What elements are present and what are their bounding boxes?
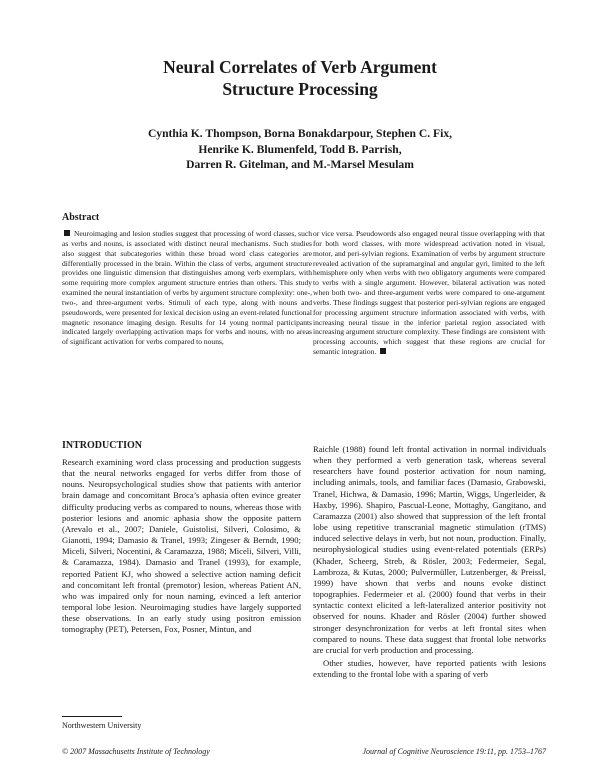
abstract-text-left: Neuroimaging and lesion studies suggest that processing of word classes, such as verbs and nouns, is associated with distinct neural mechanisms. Such studies also suggest that subcategories within these broad word class categories are differentially processed in the brain. Within the class of verbs, argument structure provides one linguistic dimension that distinguishes among verb exemplars, with some requiring more complex argument structure entries than others. This study examined the neural instantiation of verbs by argument structure complexity: one-, two-, and three-argument verbs. Stimuli of each type, along with nouns and pseudowords, were presented for lexical decision using an event-related functional magnetic resonance imaging design. Results for 14 young normal participants indicated largely overlapping activation maps for verbs and nouns, with no areas of significant activation for verbs compared to nouns, bbox=[62, 229, 312, 347]
abstract-column-right bbox=[313, 229, 545, 357]
abstract-heading: Abstract bbox=[62, 212, 100, 223]
copyright-footer: © 2007 Massachusetts Institute of Technology bbox=[62, 747, 210, 756]
body-column-left bbox=[62, 457, 301, 636]
paper-title-text: Neural Correlates of Verb Argument Structure Processing bbox=[163, 57, 437, 99]
author-list-text: Cynthia K. Thompson, Borna Bonakdarpour, Stephen C. Fix, Henrike K. Blumenfeld, Todd B. Parrish, Darren R. Gitelman, and M.-Marsel Mesulam bbox=[147, 127, 453, 171]
abstract-start-marker bbox=[64, 230, 70, 236]
intro-paragraph-2: Raichle (1988) found left frontal activation in normal individuals when they performed a verb generation task, whereas several researchers have found posterior activation for noun naming, including animals, tools, and familiar faces (Damasio, Grabowski, Tranel, Hichwa, & Damasio, 1996; Martin, Wiggs, Ungerleider, & Haxby, 1996). Shapiro, Pascual-Leone, Mottaghy, Gangitano, and Caramazza (2001) also showed that suppression of the left frontal lobe using repetitive transcranial magnetic stimulation (rTMS) induced selective delays in verb, but not noun, production. Finally, neurophysiological studies using event-related potentials (ERPs) (Khader, Scheerg, Streb, & Rösler, 2003; Federmeier, Segal, Lambroza, & Kutas, 2000; Pulvermüller, Lutzenberger, & Preissl, 1999) have shown that verbs and nouns evoke distinct topographies. Federmeier et al. (2000) found that verbs in their syntactic context elicited a left-lateralized anterior positivity not observed for nouns. Khader and Rösler (2004) further showed stronger desynchronization for verbs at left frontal sites when compared to nouns. These data suggest that frontal lobe networks are crucial for verb production and processing. bbox=[313, 444, 546, 655]
body-column-right bbox=[313, 444, 546, 680]
affiliation: Northwestern University bbox=[62, 721, 142, 730]
intro-paragraph-3: Other studies, however, have reported patients with lesions extending to the frontal lobe with a sparing of verb bbox=[313, 657, 546, 680]
introduction-heading: INTRODUCTION bbox=[62, 440, 143, 451]
author-list bbox=[0, 126, 600, 173]
abstract-column-left bbox=[62, 229, 312, 347]
intro-paragraph-1: Research examining word class processing and production suggests that the neural networks engaged for verbs differ from those of nouns. Neuropsychological studies show that patients with anterior brain damage and concomitant Broca’s aphasia often evince greater difficulty producing verbs as compared to nouns, whereas those with posterior lesions and anomic aphasia show the opposite pattern (Arevalo et al., 2007; Daniele, Guistolisi, Silveri, Colosimo, & Gianotti, 1994; Damasio & Tranel, 1993; Zingeser & Berndt, 1990; Miceli, Silveri, Nocentini, & Caramazza, 1988; Miceli, Silveri, Villi, & Caramazza, 1984). Damasio and Tranel (1993), for example, reported Patient KJ, who showed a selective action naming deficit and concomitant left frontal (premotor) lesion, whereas Patient AN, who was impaired only for noun naming, evinced a left anterior temporal lobe lesion. Neuroimaging studies have largely supported these observations. In an early study using positron emission tomography (PET), Petersen, Fox, Posner, Mintun, and bbox=[62, 457, 301, 635]
paper-title bbox=[0, 56, 600, 100]
abstract-end-marker bbox=[380, 348, 386, 354]
footnote-rule bbox=[62, 716, 122, 717]
journal-citation-footer: Journal of Cognitive Neuroscience 19:11, pp. 1753–1767 bbox=[362, 747, 546, 756]
abstract-text-right: or vice versa. Pseudowords also engaged neural tissue overlapping with that for both word classes, with more widespread activation noted in visual, motor, and peri-sylvian regions. Examination of verbs by argument structure revealed activation of the supramarginal and angular gyri, limited to the left hemisphere only when verbs with two obligatory arguments were compared to verbs with a single argument. However, bilateral activation was noted when both two- and three-argument verbs were compared to one-argument verbs. These findings suggest that posterior peri-sylvian regions are engaged for processing argument structure information associated with verbs, with increasing neural tissue in the inferior parietal region associated with increasing argument structure complexity. These findings are consistent with processing accounts, which suggest that these regions are crucial for semantic integration. bbox=[313, 229, 545, 357]
